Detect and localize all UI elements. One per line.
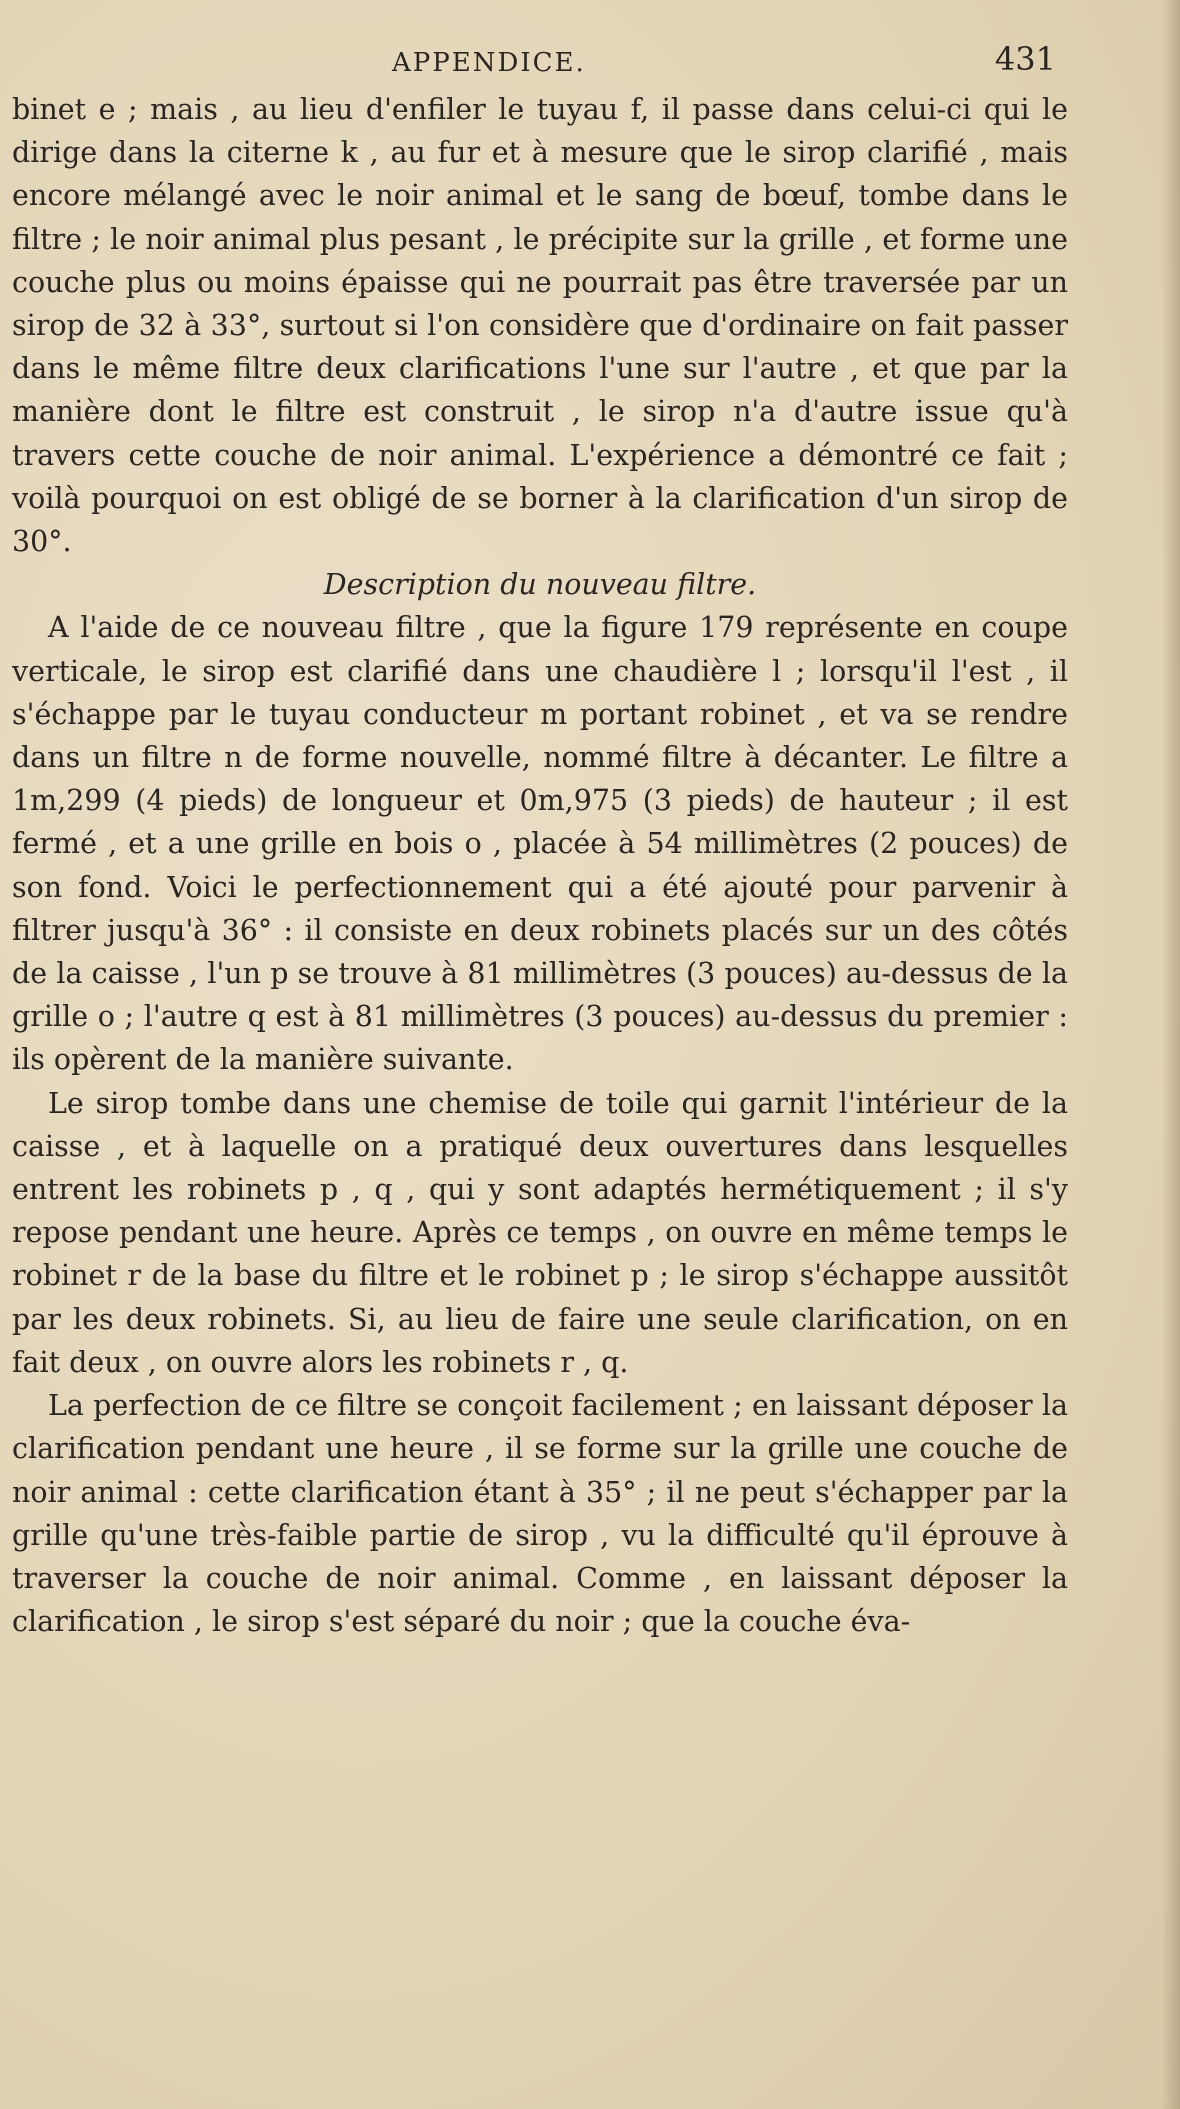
section-heading: Description du nouveau filtre. [323, 568, 757, 602]
running-header [12, 40, 1068, 88]
paragraph-filter-perfection: La perfection de ce filtre se conçoit facilement ; en laissant déposer la clarification pendant une heure , il se forme sur la grille une couche de noir animal : cette clarification étant à 35° ; il ne peut s'échapper par la grille qu'une très-faible partie de sirop , vu la difficulté qu'il éprouve à traverser la couche de noir animal. Comme , en laissant déposer la clarification , le sirop s'est séparé du noir ; que la couche éva- [12, 1389, 1068, 1639]
page-number: 431 [994, 40, 1056, 78]
running-title: APPENDICE. [392, 48, 586, 78]
page-edge-shadow [1162, 0, 1180, 2109]
paragraph-continued: binet e ; mais , au lieu d'enfiler le tuyau f, il passe dans celui-ci qui le dirige dans la citerne k , au fur et à mesure que le sirop clarifié , mais encore mélangé avec le noir animal et le sang de bœuf, tombe dans le filtre ; le noir animal plus pesant , le précipite sur la grille , et forme une couche plus ou moins épaisse qui ne pourrait pas être traversée par un sirop de 32 à 33°, surtout si l'on considère que d'ordinaire on fait passer dans le même filtre deux clarifications l'une sur l'autre , et que par la manière dont le filtre est construit , le sirop n'a d'autre issue qu'à travers cette couche de noir animal. L'expérience a démontré ce fait ; voilà pourquoi on est obligé de se borner à la clarification d'un sirop de 30°. [12, 93, 1068, 559]
paragraph-syrup-process: Le sirop tombe dans une chemise de toile qui garnit l'intérieur de la caisse , et à laquelle on a pratiqué deux ouvertures dans lesquelles entrent les robinets p , q , qui y sont adaptés hermétiquement ; il s'y repose pendant une heure. Après ce temps , on ouvre en même temps le robinet r de la base du filtre et le robinet p ; le sirop s'échappe aussitôt par les deux robinets. Si, au lieu de faire une seule clarification, on en fait deux , on ouvre alors les robinets r , q. [12, 1086, 1068, 1379]
page-body [12, 88, 1068, 1643]
paragraph-filter-description: A l'aide de ce nouveau filtre , que la figure 179 représente en coupe verticale, le sirop est clarifié dans une chaudière l ; lorsqu'il l'est , il s'échappe par le tuyau conducteur m portant robinet , et va se rendre dans un filtre n de forme nouvelle, nommé filtre à décanter. Le filtre a 1m,299 (4 pieds) de longueur et 0m,975 (3 pieds) de hauteur ; il est fermé , et a une grille en bois o , placée à 54 millimètres (2 pouces) de son fond. Voici le perfectionnement qui a été ajouté pour parvenir à filtrer jusqu'à 36° : il consiste en deux robinets placés sur un des côtés de la caisse , l'un p se trouve à 81 millimètres (3 pouces) au-dessus de la grille o ; l'autre q est à 81 millimètres (3 pouces) au-dessus du premier : ils opèrent de la manière suivante. [12, 611, 1068, 1077]
